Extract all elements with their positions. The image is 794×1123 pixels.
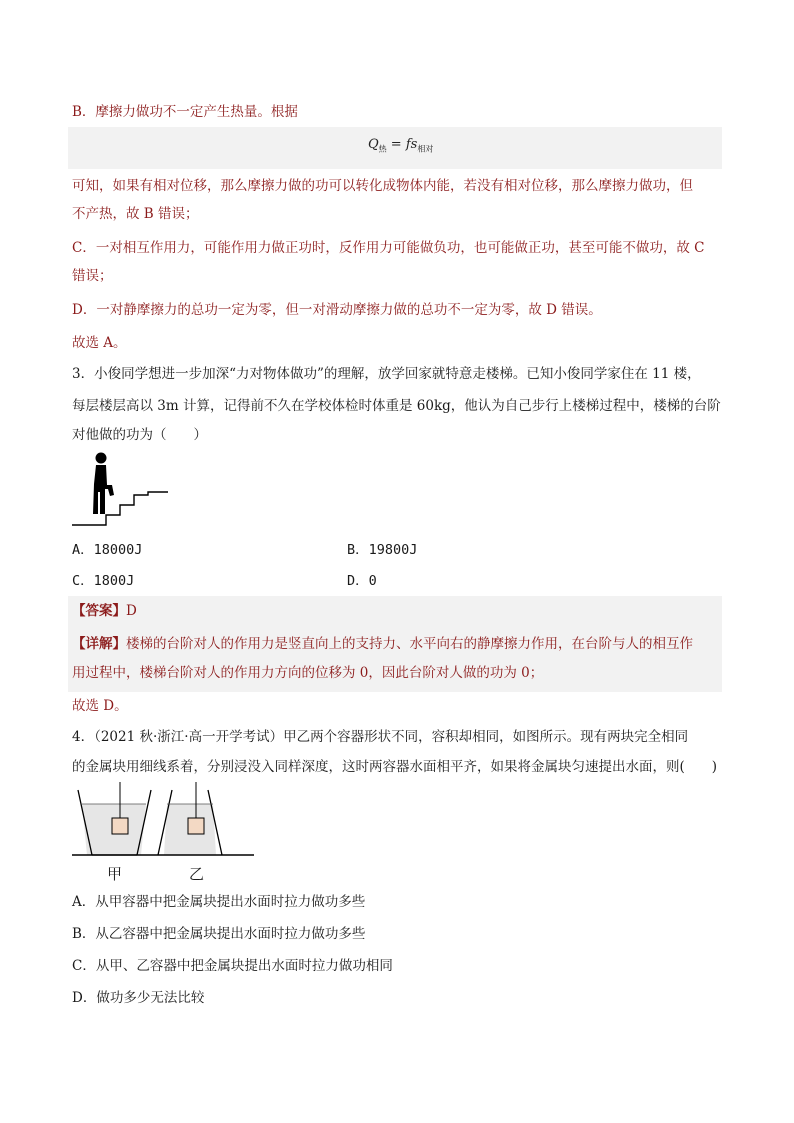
container-label-jia: 甲 xyxy=(107,865,123,883)
q4-stem-line-2: 的金属块用细线系着，分别浸没入同样深度，这时两容器水面相平齐，如果将金属块匀速提出水面，则( ) xyxy=(72,759,718,775)
q3-answer: 【答案】D xyxy=(72,603,137,619)
q3-choose: 故选 D。 xyxy=(72,698,128,714)
q2-option-d: D．一对静摩擦力的总功一定为零，但一对滑动摩擦力做的总功不一定为零，故 D 错误。 xyxy=(72,302,602,318)
q3-detail-line-2: 用过程中，楼梯台阶对人的作用力方向的位移为 0，因此台阶对人做的功为 0； xyxy=(72,665,544,681)
q3-option-b: B．19800J xyxy=(347,542,418,558)
container-label-yi: 乙 xyxy=(189,865,205,883)
q2-option-c-line-1: C．一对相互作用力，可能作用力做正功时，反作用力可能做负功，也可能做正功，甚至可能不做功，故 C xyxy=(72,240,705,256)
q3-stem-line-1: 3．小俊同学想进一步加深“力对物体做功”的理解，放学回家就特意走楼梯。已知小俊同学家住在 11 楼， xyxy=(72,366,701,382)
q4-option-a: A．从甲容器中把金属块提出水面时拉力做功多些 xyxy=(72,894,366,910)
q2-explain-line-2: 不产热，故 B 错误； xyxy=(72,206,199,222)
q4-option-d: D．做功多少无法比较 xyxy=(72,990,205,1006)
stairs-figure xyxy=(72,452,172,528)
q4-stem-line-1: 4．（2021 秋·浙江·高一开学考试）甲乙两个容器形状不同，容积却相同，如图所示。现有两块完全相同 xyxy=(72,729,689,745)
q2-choose: 故选 A。 xyxy=(72,335,127,351)
formula: $Q_热 = fs_{相对}$ xyxy=(368,137,434,154)
q2-option-c-line-2: 错误； xyxy=(72,268,113,284)
containers-figure xyxy=(72,782,256,860)
q3-stem-line-2: 每层楼层高以 3m 计算，记得前不久在学校体检时体重是 60kg，他认为自己步行上楼梯过程中，楼梯的台阶 xyxy=(72,398,721,414)
q4-option-c: C．从甲、乙容器中把金属块提出水面时拉力做功相同 xyxy=(72,958,393,974)
q2-explain-line-1: 可知，如果有相对位移，那么摩擦力做的功可以转化成物体内能，若没有相对位移，那么摩擦力做功，但 xyxy=(72,178,693,194)
q4-option-b: B．从乙容器中把金属块提出水面时拉力做功多些 xyxy=(72,926,366,942)
q3-option-d: D．0 xyxy=(347,573,377,589)
q3-option-a: A．18000J xyxy=(72,542,143,558)
q3-stem-line-3: 对他做的功为（ ） xyxy=(72,427,207,443)
q2-option-b: B．摩擦力做功不一定产生热量。根据 xyxy=(72,104,298,120)
q3-option-c: C．1800J xyxy=(72,573,135,589)
q3-detail-line-1: 【详解】楼梯的台阶对人的作用力是竖直向上的支持力、水平向右的静摩擦力作用，在台阶与人的相互作 xyxy=(72,636,693,652)
